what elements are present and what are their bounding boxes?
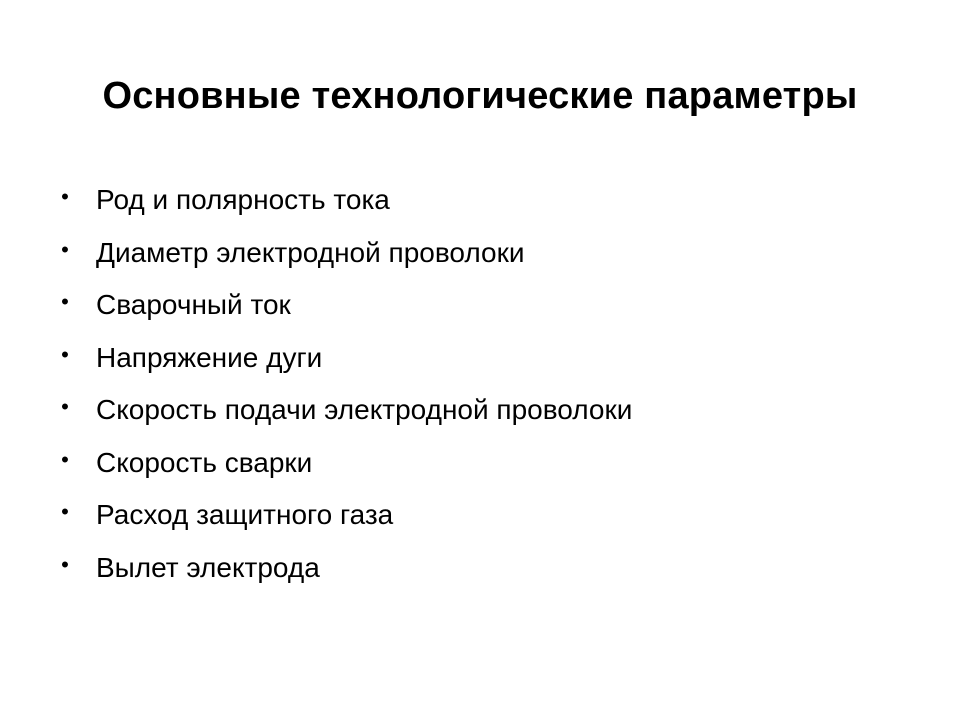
list-item bbox=[58, 384, 918, 437]
list-item-text: Вылет электрода bbox=[96, 551, 320, 583]
bullet-icon: • bbox=[61, 236, 69, 262]
list-item-text: Род и полярность тока bbox=[96, 184, 390, 215]
list-item bbox=[58, 542, 918, 595]
list-item bbox=[58, 174, 918, 227]
bullet-icon: • bbox=[61, 551, 69, 577]
list-item bbox=[58, 437, 918, 490]
bullet-icon: • bbox=[61, 289, 69, 314]
bullet-list bbox=[58, 174, 918, 594]
bullet-icon: • bbox=[61, 341, 69, 367]
list-item bbox=[58, 332, 918, 385]
bullet-icon: • bbox=[61, 446, 69, 472]
bullet-icon: • bbox=[61, 184, 69, 209]
list-item-text: Расход защитного газа bbox=[96, 499, 394, 530]
list-item-text: Диаметр электродной проволоки bbox=[96, 236, 525, 268]
list-item bbox=[58, 279, 918, 332]
bullet-icon: • bbox=[61, 394, 69, 419]
list-item bbox=[58, 489, 918, 542]
slide-title: Основные технологические параметры bbox=[102, 75, 858, 117]
list-item-text: Сварочный ток bbox=[96, 289, 291, 320]
list-item-text: Скорость подачи электродной проволоки bbox=[96, 394, 633, 425]
list-item-text: Скорость сварки bbox=[96, 446, 313, 478]
list-item bbox=[58, 227, 918, 280]
list-item-text: Напряжение дуги bbox=[96, 341, 323, 373]
bullet-icon: • bbox=[61, 499, 69, 524]
